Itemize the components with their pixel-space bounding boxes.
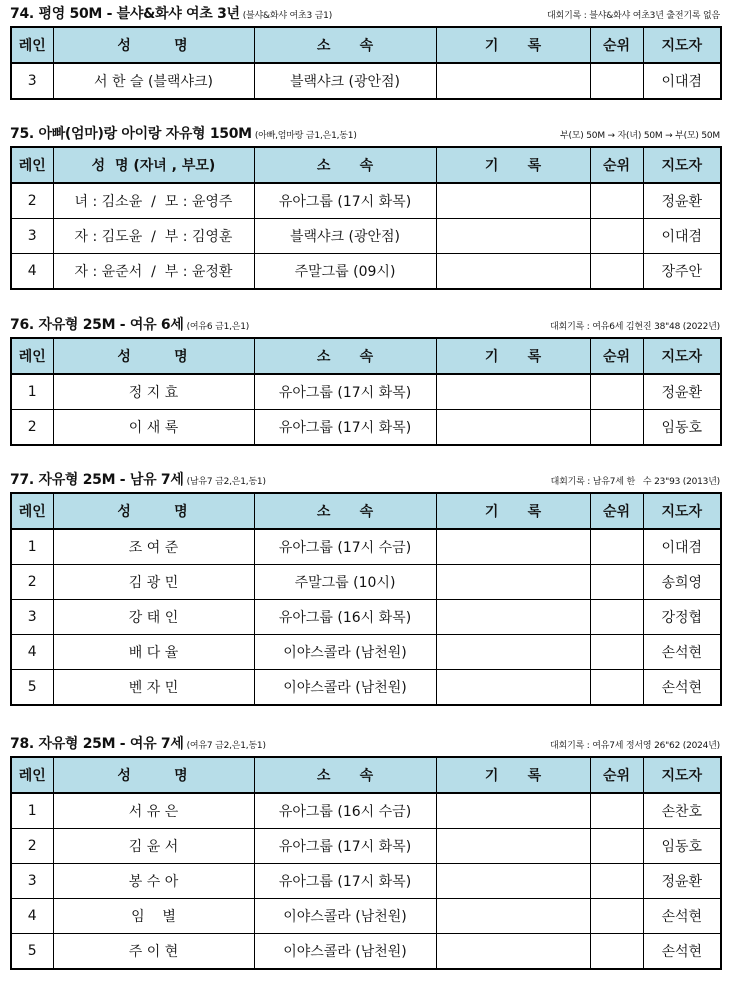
- table-row: [11, 793, 721, 829]
- cell-lane: 3: [11, 600, 53, 635]
- cell-name: 배 다 율: [53, 635, 254, 670]
- header-lane: 레인: [11, 757, 53, 793]
- table-header-row: [11, 27, 721, 63]
- table-row: [11, 565, 721, 600]
- cell-lane: 1: [11, 793, 53, 829]
- cell-rank: [590, 374, 643, 410]
- header-name: 성 명: [53, 757, 254, 793]
- cell-name: 정 지 효: [53, 374, 254, 410]
- cell-lane: 5: [11, 670, 53, 706]
- table-row: [11, 63, 721, 99]
- cell-name: 자 : 김도윤 / 부 : 김영훈: [53, 219, 254, 254]
- cell-coach: 장주안: [643, 254, 721, 290]
- event-title-main: 76. 자유형 25M - 여유 6세: [10, 317, 184, 333]
- header-record: 기 록: [436, 147, 590, 183]
- event-title-sub: (남유7 금2,은1,동1): [186, 477, 266, 487]
- event-75: [10, 124, 720, 290]
- event-header: [10, 315, 720, 337]
- header-coach: 지도자: [643, 757, 721, 793]
- cell-lane: 1: [11, 529, 53, 565]
- table-row: [11, 829, 721, 864]
- cell-lane: 3: [11, 63, 53, 99]
- cell-name: 서 유 은: [53, 793, 254, 829]
- event-76: [10, 315, 720, 446]
- event-77: [10, 470, 720, 706]
- event-title-main: 77. 자유형 25M - 남유 7세: [10, 472, 184, 488]
- event-title: [10, 733, 266, 753]
- cell-team: 유아그룹 (17시 수금): [254, 529, 436, 565]
- cell-name: 김 윤 서: [53, 829, 254, 864]
- cell-record: [436, 565, 590, 600]
- cell-coach: 송희영: [643, 565, 721, 600]
- heat-table: [10, 492, 722, 706]
- cell-lane: 3: [11, 219, 53, 254]
- cell-record: [436, 410, 590, 446]
- cell-name: 강 태 인: [53, 600, 254, 635]
- cell-name: 임 별: [53, 899, 254, 934]
- heat-table: [10, 146, 722, 290]
- table-row: [11, 600, 721, 635]
- cell-record: [436, 374, 590, 410]
- header-coach: 지도자: [643, 338, 721, 374]
- event-74: [10, 4, 720, 100]
- cell-name: 서 한 슬 (블랙샤크): [53, 63, 254, 99]
- cell-record: [436, 670, 590, 706]
- cell-team: 이야스콜라 (남천원): [254, 670, 436, 706]
- header-record: 기 록: [436, 757, 590, 793]
- cell-rank: [590, 864, 643, 899]
- event-title-main: 78. 자유형 25M - 여유 7세: [10, 736, 184, 752]
- event-title: [10, 3, 332, 23]
- table-row: [11, 899, 721, 934]
- event-title-sub: (여유6 금1,은1): [186, 322, 250, 332]
- cell-team: 유아그룹 (17시 화목): [254, 183, 436, 219]
- cell-lane: 4: [11, 254, 53, 290]
- table-row: [11, 183, 721, 219]
- event-title: [10, 314, 249, 334]
- cell-coach: 손석현: [643, 934, 721, 970]
- table-row: [11, 410, 721, 446]
- event-header: [10, 734, 720, 756]
- header-name: 성 명: [53, 493, 254, 529]
- cell-record: [436, 793, 590, 829]
- table-row: [11, 864, 721, 899]
- heat-table: [10, 337, 722, 446]
- event-record-note: 대회기록 : 블샤&화샤 여초3년 출전기록 없음: [547, 11, 720, 21]
- event-title-main: 74. 평영 50M - 블샤&화샤 여초 3년: [10, 6, 240, 22]
- cell-team: 유아그룹 (16시 수금): [254, 793, 436, 829]
- table-header-row: [11, 757, 721, 793]
- event-header: [10, 124, 720, 146]
- event-78: [10, 734, 720, 970]
- header-coach: 지도자: [643, 147, 721, 183]
- event-header: [10, 4, 720, 26]
- table-row: [11, 254, 721, 290]
- cell-rank: [590, 219, 643, 254]
- cell-record: [436, 254, 590, 290]
- event-record-note: 대회기록 : 여유6세 김현진 38"48 (2022년): [550, 322, 720, 332]
- header-name: 성 명: [53, 338, 254, 374]
- cell-coach: 강정협: [643, 600, 721, 635]
- table-header-row: [11, 338, 721, 374]
- cell-record: [436, 864, 590, 899]
- cell-coach: 손석현: [643, 635, 721, 670]
- cell-team: 유아그룹 (16시 화목): [254, 600, 436, 635]
- header-team: 소 속: [254, 338, 436, 374]
- table-row: [11, 934, 721, 970]
- header-record: 기 록: [436, 27, 590, 63]
- event-header: [10, 470, 720, 492]
- cell-record: [436, 63, 590, 99]
- cell-coach: 임동호: [643, 829, 721, 864]
- table-header-row: [11, 147, 721, 183]
- header-team: 소 속: [254, 147, 436, 183]
- cell-lane: 3: [11, 864, 53, 899]
- cell-rank: [590, 565, 643, 600]
- table-row: [11, 219, 721, 254]
- cell-record: [436, 219, 590, 254]
- cell-rank: [590, 670, 643, 706]
- header-lane: 레인: [11, 338, 53, 374]
- cell-rank: [590, 934, 643, 970]
- cell-coach: 정윤환: [643, 864, 721, 899]
- header-team: 소 속: [254, 493, 436, 529]
- header-rank: 순위: [590, 493, 643, 529]
- header-lane: 레인: [11, 493, 53, 529]
- table-row: [11, 670, 721, 706]
- heat-table: [10, 756, 722, 970]
- cell-record: [436, 934, 590, 970]
- cell-coach: 정윤환: [643, 183, 721, 219]
- cell-name: 벤 자 민: [53, 670, 254, 706]
- event-title-sub: (아빠,엄마랑 금1,은1,동1): [254, 131, 357, 141]
- cell-team: 블랙샤크 (광안점): [254, 63, 436, 99]
- event-title-main: 75. 아빠(엄마)랑 아이랑 자유형 150M: [10, 126, 252, 142]
- cell-lane: 5: [11, 934, 53, 970]
- cell-record: [436, 899, 590, 934]
- cell-record: [436, 829, 590, 864]
- cell-coach: 손찬호: [643, 793, 721, 829]
- cell-team: 주말그룹 (09시): [254, 254, 436, 290]
- header-lane: 레인: [11, 27, 53, 63]
- cell-rank: [590, 899, 643, 934]
- header-coach: 지도자: [643, 27, 721, 63]
- cell-lane: 2: [11, 410, 53, 446]
- cell-rank: [590, 529, 643, 565]
- cell-team: 주말그룹 (10시): [254, 565, 436, 600]
- cell-coach: 이대겸: [643, 63, 721, 99]
- cell-lane: 4: [11, 899, 53, 934]
- cell-coach: 이대겸: [643, 529, 721, 565]
- cell-team: 유아그룹 (17시 화목): [254, 374, 436, 410]
- cell-rank: [590, 410, 643, 446]
- header-record: 기 록: [436, 493, 590, 529]
- header-lane: 레인: [11, 147, 53, 183]
- cell-lane: 4: [11, 635, 53, 670]
- cell-rank: [590, 793, 643, 829]
- cell-team: 유아그룹 (17시 화목): [254, 829, 436, 864]
- cell-lane: 2: [11, 829, 53, 864]
- header-name: 성 명 (자녀 , 부모): [53, 147, 254, 183]
- event-record-note: 부(모) 50M → 자(녀) 50M → 부(모) 50M: [560, 131, 720, 141]
- event-title-sub: (블샤&화샤 여초3 금1): [242, 11, 333, 21]
- cell-coach: 정윤환: [643, 374, 721, 410]
- cell-team: 유아그룹 (17시 화목): [254, 410, 436, 446]
- cell-team: 이야스콜라 (남천원): [254, 635, 436, 670]
- event-title: [10, 469, 266, 489]
- cell-rank: [590, 254, 643, 290]
- cell-name: 김 광 민: [53, 565, 254, 600]
- cell-record: [436, 529, 590, 565]
- cell-name: 녀 : 김소윤 / 모 : 윤영주: [53, 183, 254, 219]
- cell-team: 유아그룹 (17시 화목): [254, 864, 436, 899]
- cell-team: 이야스콜라 (남천원): [254, 899, 436, 934]
- cell-coach: 임동호: [643, 410, 721, 446]
- table-header-row: [11, 493, 721, 529]
- heat-table: [10, 26, 722, 100]
- cell-name: 자 : 윤준서 / 부 : 윤정환: [53, 254, 254, 290]
- cell-coach: 손석현: [643, 899, 721, 934]
- cell-team: 블랙샤크 (광안점): [254, 219, 436, 254]
- cell-lane: 2: [11, 565, 53, 600]
- event-record-note: 대회기록 : 남유7세 한 수 23"93 (2013년): [550, 477, 720, 487]
- cell-name: 주 이 현: [53, 934, 254, 970]
- cell-rank: [590, 635, 643, 670]
- cell-team: 이야스콜라 (남천원): [254, 934, 436, 970]
- cell-coach: 이대겸: [643, 219, 721, 254]
- cell-record: [436, 635, 590, 670]
- event-title: [10, 123, 357, 143]
- cell-name: 이 새 록: [53, 410, 254, 446]
- table-row: [11, 635, 721, 670]
- cell-lane: 1: [11, 374, 53, 410]
- event-title-sub: (여유7 금2,은1,동1): [186, 741, 266, 751]
- event-record-note: 대회기록 : 여유7세 정서영 26"62 (2024년): [550, 741, 720, 751]
- header-coach: 지도자: [643, 493, 721, 529]
- header-rank: 순위: [590, 27, 643, 63]
- header-rank: 순위: [590, 338, 643, 374]
- cell-rank: [590, 600, 643, 635]
- header-rank: 순위: [590, 147, 643, 183]
- header-team: 소 속: [254, 27, 436, 63]
- cell-name: 봉 수 아: [53, 864, 254, 899]
- cell-coach: 손석현: [643, 670, 721, 706]
- cell-rank: [590, 829, 643, 864]
- header-team: 소 속: [254, 757, 436, 793]
- header-name: 성 명: [53, 27, 254, 63]
- cell-rank: [590, 63, 643, 99]
- table-row: [11, 374, 721, 410]
- cell-rank: [590, 183, 643, 219]
- cell-lane: 2: [11, 183, 53, 219]
- header-record: 기 록: [436, 338, 590, 374]
- cell-name: 조 여 준: [53, 529, 254, 565]
- header-rank: 순위: [590, 757, 643, 793]
- cell-record: [436, 183, 590, 219]
- table-row: [11, 529, 721, 565]
- cell-record: [436, 600, 590, 635]
